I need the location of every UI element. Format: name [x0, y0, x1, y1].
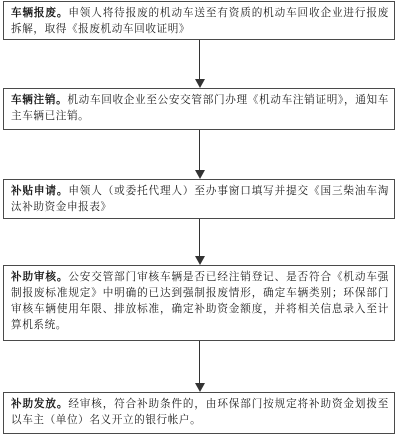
- step-title: 车辆报废。: [11, 7, 69, 19]
- step-box-vehicle-deregistration: [3, 88, 395, 130]
- step-box-vehicle-scrapping: [3, 1, 395, 40]
- step-text: 机动车回收企业至公安交管部门办理《机动车注销证明》，通知车主车辆已注销。: [11, 94, 390, 122]
- step-text: 申领人（或委托代理人）至办事窗口填写并提交《国三柴油车淘汰补助资金申报表》: [11, 185, 389, 213]
- arrow-down-icon: [193, 130, 207, 179]
- step-box-subsidy-review: [3, 265, 395, 341]
- arrow-down-icon: [193, 341, 207, 392]
- step-title: 补助发放。: [11, 398, 69, 410]
- arrow-down-icon: [193, 219, 207, 265]
- step-title: 补贴申请。: [11, 185, 69, 197]
- step-text: 经审核，符合补助条件的，由环保部门按规定将补助资金划拨至以车主（单位）名义开立的银行帐户。: [11, 398, 389, 426]
- step-title: 补助审核。: [11, 271, 69, 283]
- step-text: 申领人将待报废的机动车送至有资质的机动车回收企业进行报废拆解，取得《报废机动车回收证明》: [11, 7, 389, 35]
- step-box-subsidy-application: [3, 179, 395, 219]
- step-box-subsidy-payment: [3, 392, 395, 434]
- step-title: 车辆注销。: [11, 94, 68, 106]
- step-text: 公安交管部门审核车辆是否已经注销登记、是否符合《机动车强制报废标准规定》中明确的已达到强制报废情形，确定车辆类别；环保部门审核车辆使用年限、排放标准，确定补助资金额度，并将相关信息录入至计算机系统。: [11, 271, 389, 331]
- arrow-down-icon: [193, 40, 207, 88]
